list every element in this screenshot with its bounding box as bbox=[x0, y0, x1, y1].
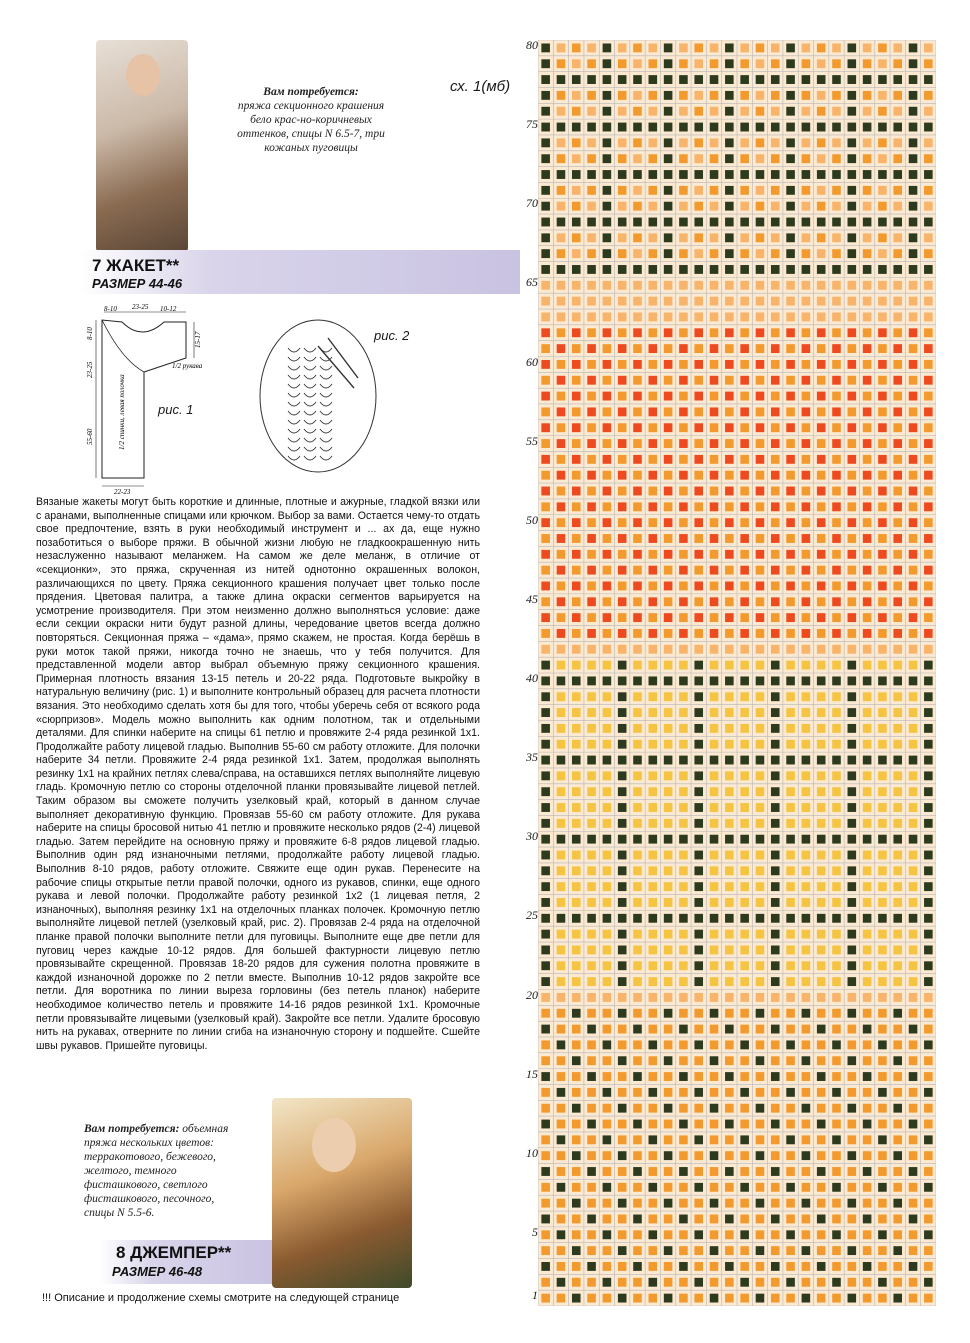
dim-label: 10-12 bbox=[160, 305, 177, 313]
knitting-chart bbox=[538, 40, 936, 1306]
dim-label: 8-10 bbox=[86, 327, 94, 340]
jumper-materials-text: объемная пряжа нескольких цветов: терракотового, бежевого, желтого, темного фисташкового, светлого фисташкового, песочного, спицы N 5.5-6. bbox=[84, 1123, 229, 1219]
row-number: 50 bbox=[526, 512, 538, 527]
dim-label: 15-17 bbox=[194, 331, 202, 348]
model-face bbox=[312, 1118, 356, 1172]
row-number: 55 bbox=[526, 433, 538, 448]
dim-label: 55-60 bbox=[86, 428, 94, 445]
model-face bbox=[126, 54, 160, 96]
footer-note: !!! Описание и продолжение схемы смотрите на следующей странице bbox=[42, 1292, 400, 1304]
jacket-title: 7 ЖАКЕТ** bbox=[92, 256, 180, 275]
jacket-materials-text: пряжа секционного крашения бело крас-но-коричневых оттенков, спицы N 6.5-7, три кожаных пуговицы bbox=[237, 100, 385, 154]
scheme-label: сх. 1(мб) bbox=[450, 78, 511, 95]
row-number: 10 bbox=[526, 1145, 538, 1160]
row-number: 45 bbox=[526, 591, 538, 606]
fig1-label: рис. 1 bbox=[158, 402, 194, 417]
dim-label: 22-23 bbox=[114, 488, 131, 496]
jacket-description: Вязаные жакеты могут быть короткие и длинные, плотные и ажурные, гладкой вязки или с аранами, выполненные спицами или крючком. Выбор за вами. Остается чему-то отдать свое предпочтение, взять в руки необходимый инструмент и ... ах да, еще нужно позаботиться о выборе пряжи. В обычной жизни любую не гладкоокрашенную нить незаслуженно называют меланжем. На самом же деле меланж, в отличие от «секционки», это пряжа, скрученная из нитей однотонно окрашенных волокон, различающихся по цвету. Пряжа секционного крашения получает цвет только после прядения. Цветовая палитра, а также длина окраски сегментов варьируется на усмотрение производителя. При этом неизменно должно выполняться условие: даже если секции окраски нити будут разной длины, чередование цветов всегда должно повторяться. Секционная пряжа – «дама», прямо скажем, не простая. Когда берёшь в руки моток такой пряжи, никогда точно не знаешь, что у тебя получится. Для представленной модели автор выбрал объемную пряжу секционного крашения. Примерная плотность вязания 13-15 петель и 20-22 ряда. Подготовьте выкройку в натуральную величину (рис. 1) и выполните контрольный образец для расчета плотности вязания. Это необходимо сделать хотя бы для того, чтобы уберечь себя от всякого рода «сюрпризов». Модель можно выполнить как одним полотном, так и отдельными деталями. Для спинки наберите на спицы 61 петлю и провяжите 2-4 ряда резинкой 1х1. Продолжайте работу лицевой гладью. Выполнив 55-60 см работу отложите. Для полочки наберите 34 петли. Провяжите 2-4 ряда резинкой 1х1. Затем, продолжая выполнять резинку 1х1 на крайних петлях слева/справа, на оставшихся петлях выполняйте лицевую гладь. Кромочную петлю со стороны отделочной планки провязывайте лицевой петлей. Таким образом вы сможете получить узелковый край, который в данном случае выполняет декоративную функцию. Провязав 55-60 см работу отложите. Для рукава наберите на спицы бросовой нитью 41 петлю и провяжите несколько рядов (2-4) лицевой гладью. Затем перейдите на основную пряжу и провяжите 6-8 рядов лицевой гладью. Выполнив один ряд изнаночными петлями, продолжайте работу лицевой гладью. Выполнив 8-10 рядов, работу отложите. Свяжите еще один рукав. Перенесите на рабочие спицы открытые петли правой полочки, одного из рукавов, спинки, еще одного рукава и левой полочки. Продолжайте работу резинкой 1х2 (1 лицевая петля, 2 изнаночных), выполняя резинку 1х1 на отделочных планках полочек. Кромочную петлю выполняйте лицевой петлей (узелковый край, рис. 2). Провязав 2-4 ряда на отделочной планке правой полочки выполните петли для пуговицы. Выполните еще две петли для пуговиц через каждые 10-12 рядов. Для большей фактурности лицевую петлю провязывайте скрещенной. Провязав 18-20 рядов для сужения полотна провяжите в каждой изнаночной дорожке по 2 петли вместе. Выполнив 10-12 рядов закройте все петли. Для воротника по линии выреза горловины (без петель планок) наберите необходимое количество петель и провяжите 14-16 рядов резинкой 1х1. Кромочные петли провязывайте лицевыми (узелковый край). Закройте все петли. Удалите бросовую нить на рукавах, отверните по линии сгиба на изнаночную сторону и подшейте. Сшейте швы рукавов. Пришейте пуговицы. bbox=[36, 496, 480, 1052]
pattern-figure-1 bbox=[82, 300, 232, 496]
row-number: 75 bbox=[526, 117, 538, 132]
dim-label: 23-25 bbox=[132, 303, 149, 311]
row-number: 60 bbox=[526, 354, 538, 369]
jacket-materials-heading: Вам потребуется: bbox=[263, 86, 359, 98]
row-number: 70 bbox=[526, 196, 538, 211]
jumper-model-photo bbox=[272, 1098, 412, 1288]
jumper-size: РАЗМЕР 46-48 bbox=[112, 1264, 203, 1279]
fig2-label: рис. 2 bbox=[374, 328, 410, 343]
dim-label: 8-10 bbox=[104, 305, 117, 313]
knit-edge-figure bbox=[258, 318, 378, 474]
row-number: 5 bbox=[532, 1224, 538, 1239]
row-number: 35 bbox=[526, 750, 538, 765]
jacket-model-photo bbox=[96, 40, 188, 252]
jumper-materials-heading: Вам потребуется: bbox=[84, 1123, 180, 1135]
row-number: 25 bbox=[526, 908, 538, 923]
dim-label: 23-25 bbox=[86, 361, 94, 378]
row-number: 1 bbox=[532, 1288, 538, 1303]
jacket-size: РАЗМЕР 44-46 bbox=[92, 276, 183, 291]
row-number: 80 bbox=[526, 38, 538, 52]
row-number: 40 bbox=[526, 671, 538, 685]
row-number: 20 bbox=[526, 987, 538, 1002]
dim-label: 1/2 рукава bbox=[172, 362, 203, 370]
jumper-title: 8 ДЖЕМПЕР** bbox=[116, 1243, 232, 1262]
row-number: 65 bbox=[526, 275, 538, 290]
row-number: 30 bbox=[526, 829, 538, 844]
row-number: 15 bbox=[526, 1066, 538, 1081]
jumper-materials bbox=[84, 1122, 244, 1220]
dim-label: 1/2 спинки, левая полочка bbox=[118, 374, 126, 450]
jacket-materials bbox=[236, 85, 386, 155]
